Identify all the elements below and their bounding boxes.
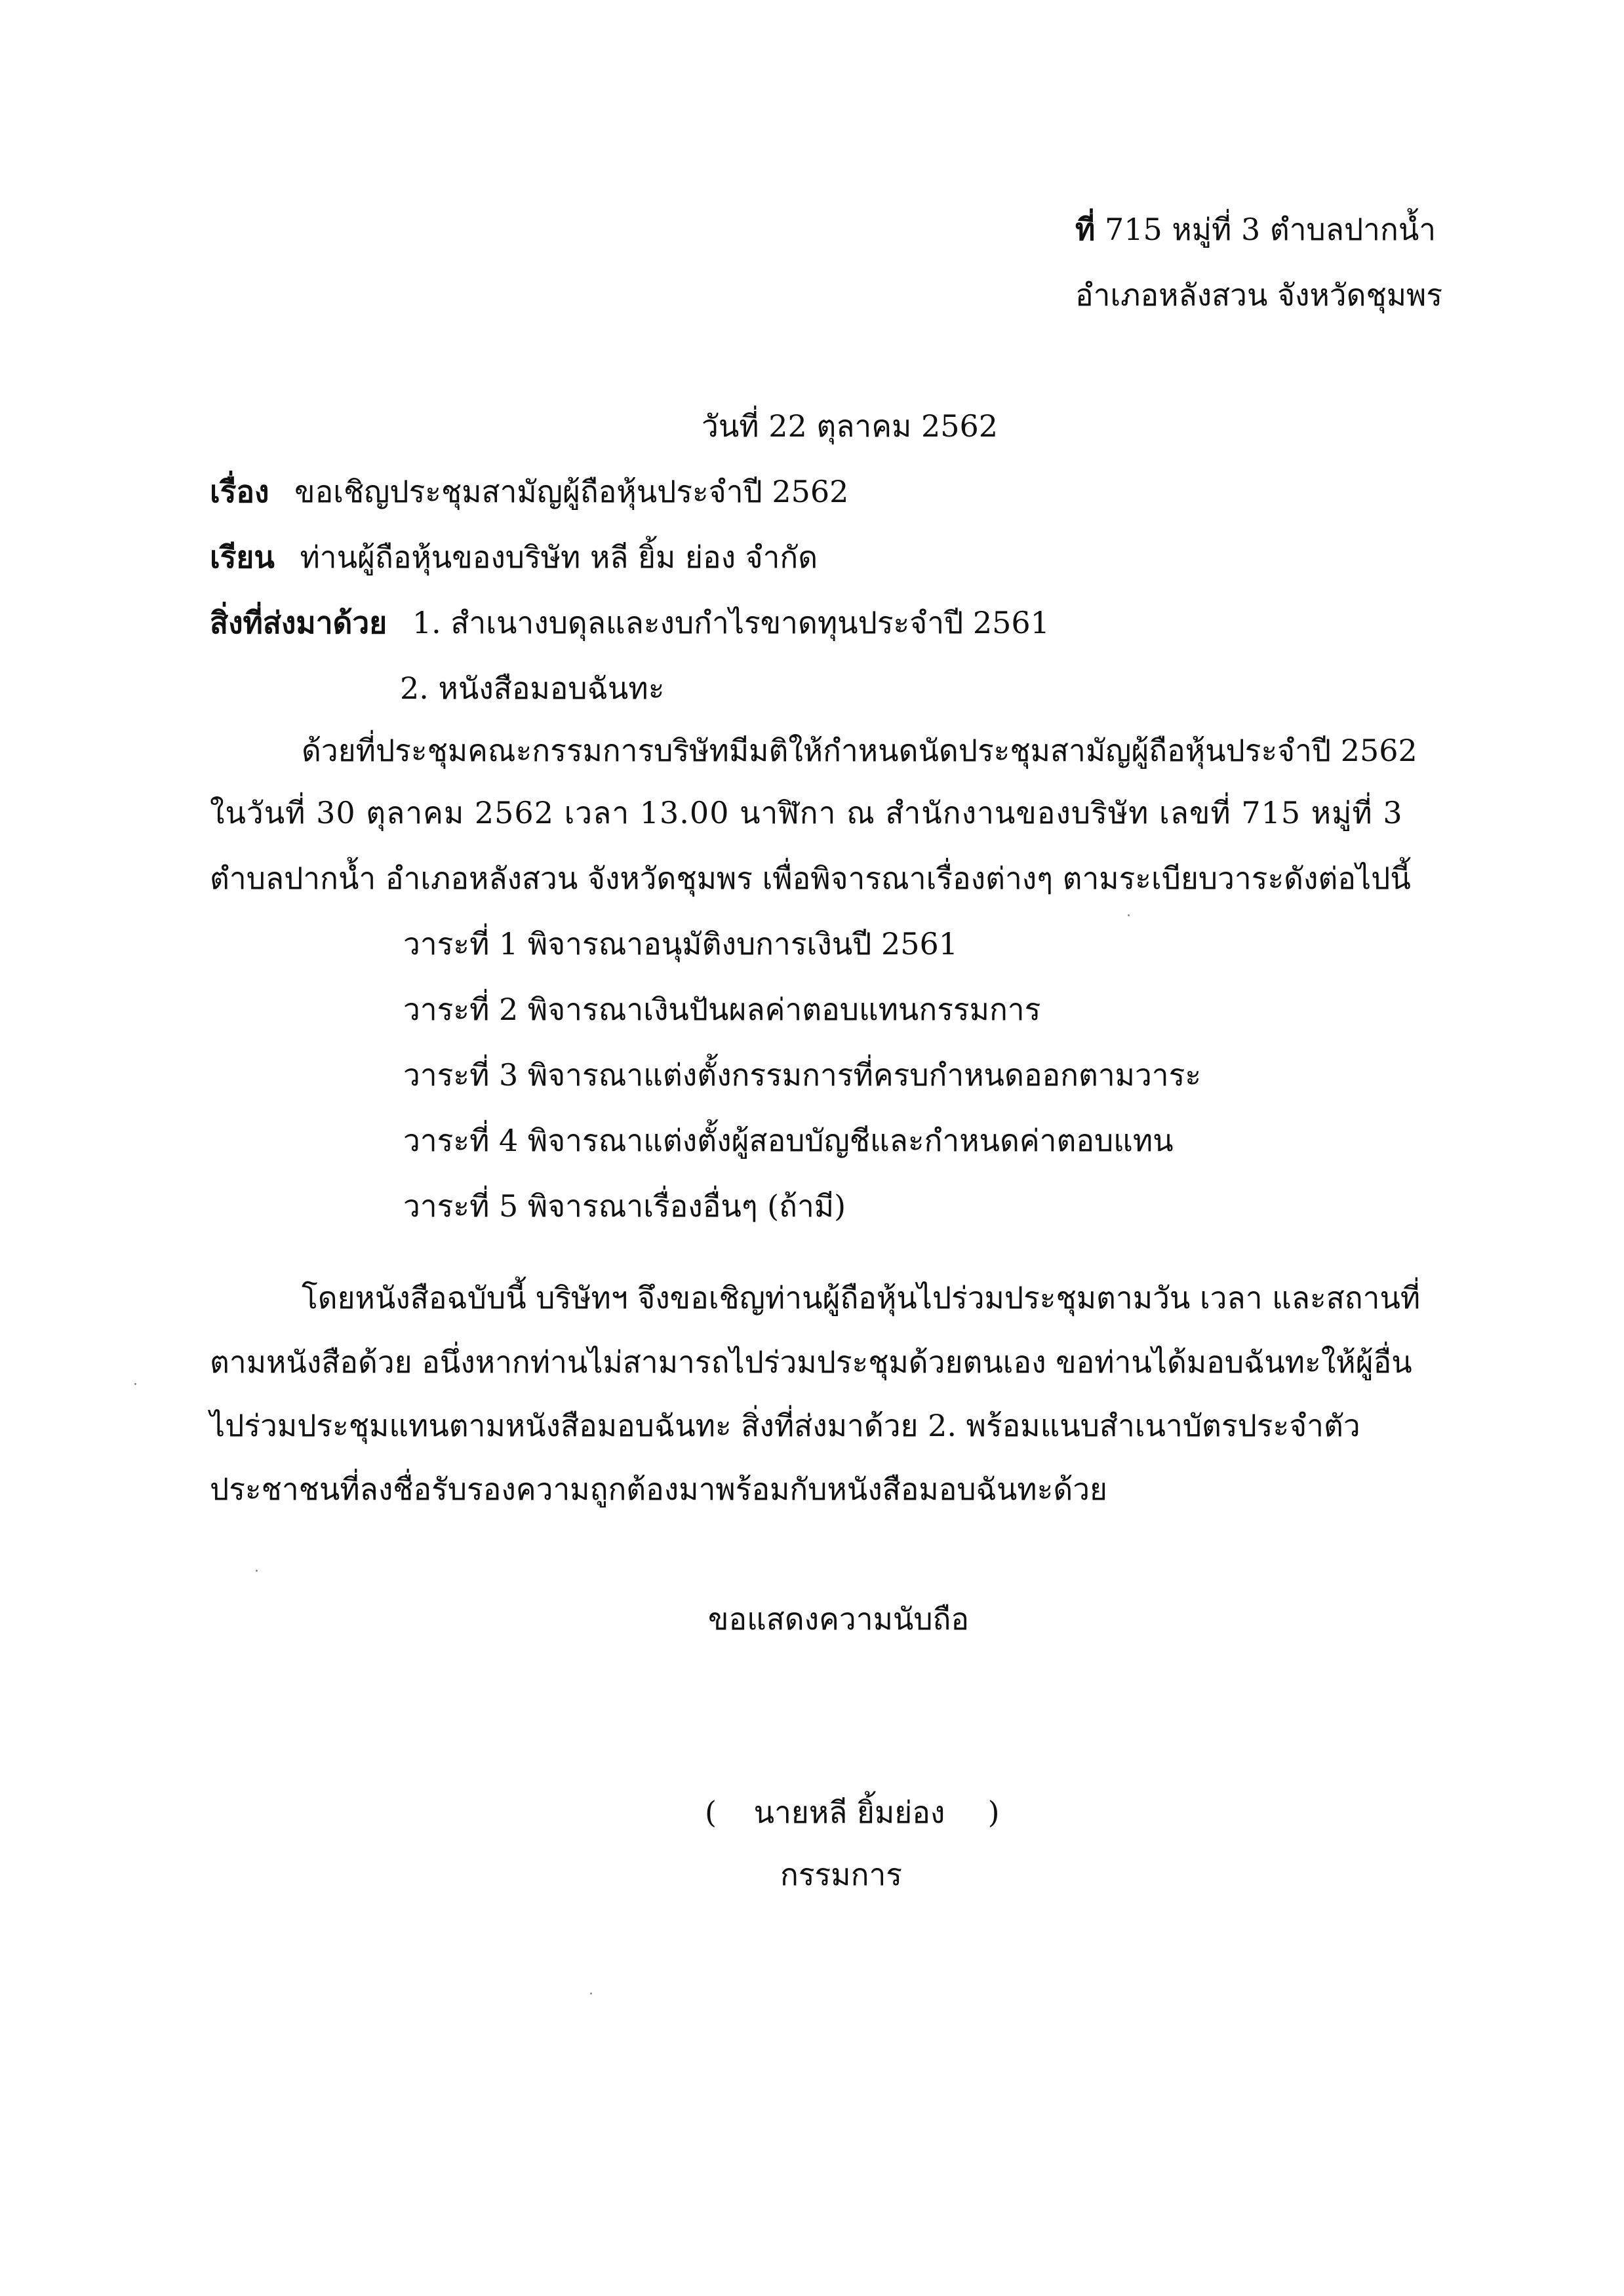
signatory-name: นายหลี ยิ้มย่อง [753,1795,945,1830]
body-paragraph-line: ด้วยที่ประชุมคณะกรรมการบริษัทมีมติให้กำหนดนัดประชุมสามัญผู้ถือหุ้นประจำปี 2562 [302,733,1417,768]
recipient-label: เรียน [210,539,275,575]
recipient-line [210,537,818,577]
agenda-item: วาระที่ 5 พิจารณาเรื่องอื่นๆ (ถ้ามี) [403,1188,846,1224]
scan-speck [1128,914,1130,916]
address-line-1 [1075,210,1436,249]
agenda-item: วาระที่ 4 พิจารณาแต่งตั้งผู้สอบบัญชีและกำหนดค่าตอบแทน [403,1123,1174,1158]
address-line-2: อำเภอหลังสวน จังหวัดชุมพร [1075,277,1443,313]
signatory-name-line [705,1793,1000,1832]
agenda-item: วาระที่ 1 พิจารณาอนุมัติงบการเงินปี 2561 [403,926,959,962]
closing-salutation: ขอแสดงความนับถือ [708,1601,970,1637]
invitation-paragraph-line: ประชาชนที่ลงชื่อรับรองความถูกต้องมาพร้อมกับหนังสือมอบฉันทะด้วย [210,1471,1107,1507]
body-paragraph-line: ในวันที่ 30 ตุลาคม 2562 เวลา 13.00 นาฬิกา ณ สำนักงานของบริษัท เลขที่ 715 หมู่ที่ 3 [210,795,1403,830]
recipient-text: ท่านผู้ถือหุ้นของบริษัท หลี ยิ้ม ย่อง จำกัด [300,539,818,575]
enclosure-line [210,603,1050,642]
agenda-item: วาระที่ 2 พิจารณาเงินปันผลค่าตอบแทนกรรมการ [403,992,1041,1027]
scan-speck [590,1993,592,1994]
scan-speck [256,1570,258,1572]
signatory-title: กรรมการ [780,1857,902,1892]
letter-date: วันที่ 22 ตุลาคม 2562 [702,408,999,444]
subject-text: ขอเชิญประชุมสามัญผู้ถือหุ้นประจำปี 2562 [294,474,849,509]
invitation-paragraph-line: ไปร่วมประชุมแทนตามหนังสือมอบฉันทะ สิ่งที่ส่งมาด้วย 2. พร้อมแนบสำเนาบัตรประจำตัว [210,1408,1360,1443]
address-text-1: 715 หมู่ที่ 3 ตำบลปากน้ำ [1104,212,1436,247]
scan-speck [134,1383,136,1385]
agenda-item: วาระที่ 3 พิจารณาแต่งตั้งกรรมการที่ครบกำหนดออกตามวาระ [403,1057,1202,1093]
enclosure-item: 1. สำเนางบดุลและงบกำไรขาดทุนประจำปี 2561 [412,605,1050,640]
enclosure-item: 2. หนังสือมอบฉันทะ [400,671,665,706]
close-paren: ) [987,1795,1000,1830]
enclosure-label: สิ่งที่ส่งมาด้วย [210,605,387,640]
address-label: ที่ [1075,212,1096,247]
body-paragraph-line: ตำบลปากน้ำ อำเภอหลังสวน จังหวัดชุมพร เพื่อพิจารณาเรื่องต่างๆ ตามระเบียบวาระดังต่อไปนี้ [210,861,1411,896]
invitation-paragraph-line: โดยหนังสือฉบับนี้ บริษัทฯ จึงขอเชิญท่านผู้ถือหุ้นไปร่วมประชุมตามวัน เวลา และสถานที่ [302,1280,1421,1315]
subject-label: เรื่อง [210,474,269,509]
open-paren: ( [705,1795,717,1830]
invitation-paragraph-line: ตามหนังสือด้วย อนึ่งหากท่านไม่สามารถไปร่วมประชุมด้วยตนเอง ขอท่านได้มอบฉันทะให้ผู้อื่น [210,1344,1412,1380]
subject-line [210,472,848,511]
